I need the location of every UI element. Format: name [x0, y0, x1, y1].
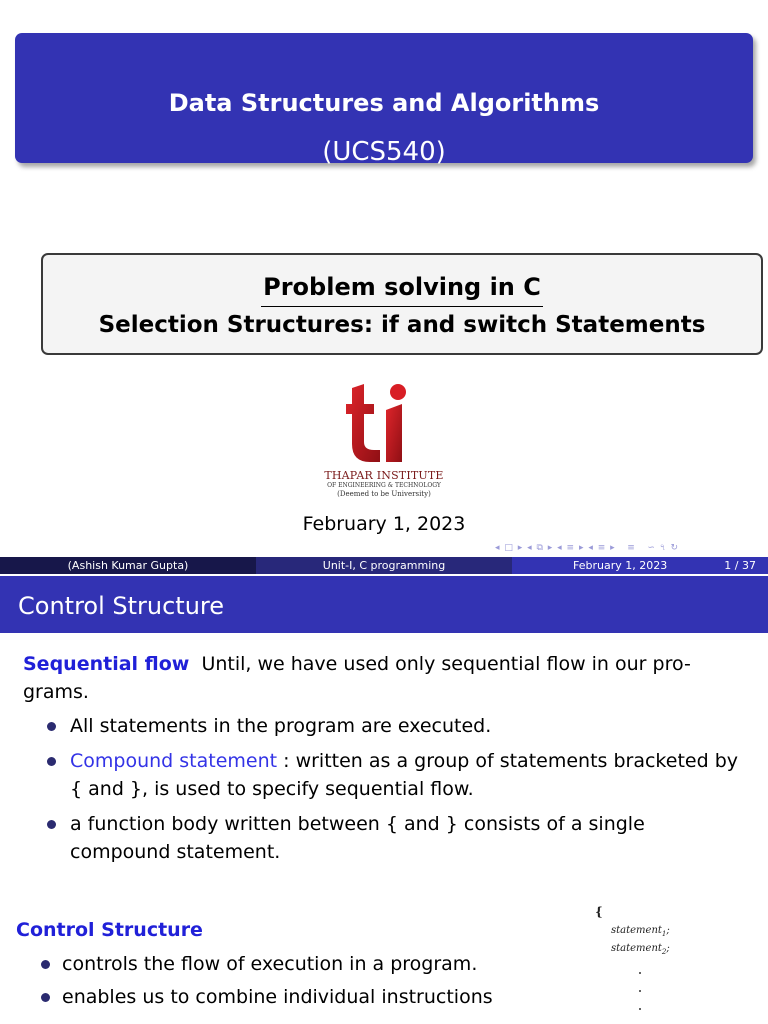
bullet-text: : written as a group of statements bracketed by { and }, is used to specify sequential flow.: [70, 750, 738, 800]
course-code: (UCS540): [322, 137, 446, 167]
subtitle-block: [41, 253, 763, 355]
list-item: [23, 747, 743, 803]
statement-2-index: 2: [661, 948, 667, 956]
bullet-text: a function body written between { and } consists of a single compound statement.: [70, 813, 645, 863]
ellipsis-dot: [639, 972, 641, 974]
footer-author: (Ashish Kumar Gupta): [0, 557, 256, 574]
sequential-bullets: [23, 712, 743, 866]
institute-status: (Deemed to be University): [337, 490, 431, 498]
open-brace: {: [595, 905, 603, 919]
sequential-text-cont: grams.: [23, 681, 89, 703]
footer-page: 1 / 37: [724, 559, 756, 572]
list-item: [23, 712, 743, 740]
statement-1: statement$_1$;: [611, 925, 670, 938]
frame-title: Control Structure: [18, 592, 225, 620]
statement-2: statement$_2$;: [611, 943, 670, 956]
statement-1-text: statement: [611, 925, 662, 936]
list-item: [23, 810, 743, 866]
ellipsis-dot: [639, 990, 641, 992]
title-block: [15, 33, 753, 167]
slide-date: February 1, 2023: [302, 513, 466, 535]
sequential-label: Sequential flow: [23, 653, 190, 675]
subtitle-line1: Problem solving in C: [261, 273, 543, 307]
ellipsis-dot: [639, 1008, 641, 1010]
frame-title-bar: [0, 576, 768, 633]
footer-date: February 1, 2023: [573, 559, 668, 572]
sequential-text: Until, we have used only sequential flow in our pro-: [201, 653, 691, 675]
list-item: [16, 950, 556, 978]
footer-right: [512, 557, 768, 574]
list-item: [16, 983, 556, 1011]
institute-name: THAPAR INSTITUTE: [324, 469, 444, 482]
compound-statement-term: Compound statement: [70, 750, 278, 772]
slide-footer: [0, 557, 768, 574]
bullet-text: controls the flow of execution in a program.: [62, 953, 478, 975]
statement-1-index: 1: [661, 930, 667, 938]
sequential-flow-section: [23, 650, 743, 873]
control-structure-section: [16, 916, 556, 1016]
ti-mark-icon: [314, 380, 454, 470]
statement-2-text: statement: [611, 943, 662, 954]
institute-subtitle: OF ENGINEERING & TECHNOLOGY: [327, 482, 441, 489]
bullet-text: All statements in the program are executed.: [70, 715, 492, 737]
sequential-paragraph: [23, 650, 743, 706]
course-title: Data Structures and Algorithms: [168, 89, 600, 117]
control-bullets: [16, 950, 556, 1011]
footer-unit: Unit-I, C programming: [256, 557, 512, 574]
subtitle-line2: Selection Structures: if and switch Statements: [98, 312, 706, 338]
thapar-logo-icon: [314, 380, 454, 502]
control-structure-heading: Control Structure: [16, 919, 203, 941]
beamer-nav-icons[interactable]: ◂ □ ▸ ◂ ⧉ ▸ ◂ ≡ ▸ ◂ ≡ ▸ ≡ ∽ ৭ ↻: [495, 543, 679, 553]
bullet-text: enables us to combine individual instructions: [62, 986, 493, 1008]
